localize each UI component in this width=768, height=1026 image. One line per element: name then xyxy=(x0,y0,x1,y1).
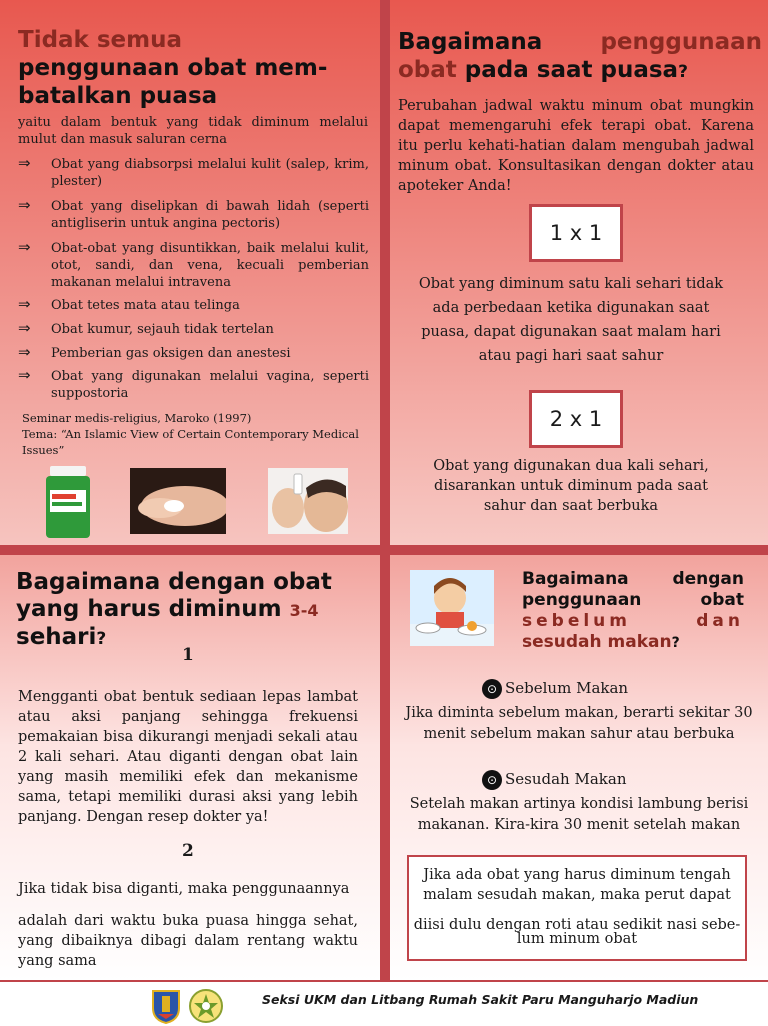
panel-title: Bagaimana dengan penggunaan obat sebelum dan sesudah makan? xyxy=(522,569,744,652)
footer-text: Seksi UKM dan Litbang Rumah Sakit Paru Manguharjo Madiun xyxy=(262,992,699,1007)
intro-text: Perubahan jadwal waktu minum obat mungkin dapat memengaruhi efek terapi obat. Karena itu perlu kehati-hatian dalam mengubah jadwal minum obat. Konsultasikan dengan dokter atau apoteker Anda! xyxy=(398,98,754,194)
ointment-tube-image xyxy=(44,466,92,540)
panel-title: Bagaimana dengan obat yang harus diminum 3-4 sehari? xyxy=(16,569,332,650)
arrow-right-icon: ⇒ xyxy=(18,343,31,361)
arrow-right-icon: ⇒ xyxy=(18,319,31,337)
step-number-1: 1 xyxy=(182,645,194,665)
arrow-right-icon: ⇒ xyxy=(18,154,31,172)
horizontal-divider xyxy=(0,545,768,555)
before-meal-text: Jika diminta sebelum makan, berarti sekitar 30 menit sebelum makan sahur atau berbuka xyxy=(405,705,753,742)
list-item: Obat yang digunakan melalui vagina, seperti suppostoria xyxy=(51,369,369,401)
list-item: Obat-obat yang disuntikkan, baik melalui kulit, otot, sandi, dan vena, kecuali pemberian makanan melalui intravena xyxy=(51,241,369,290)
panel-usage-during-fasting xyxy=(390,0,768,545)
list-item: Obat tetes mata atau telinga xyxy=(51,298,240,313)
arrow-right-icon: ⇒ xyxy=(18,366,31,384)
panel-before-after-meal xyxy=(390,555,768,980)
list-item: Obat yang diselipkan di bawah lidah (seperti antigliserin untuk angina pectoris) xyxy=(51,199,369,231)
source-citation: Seminar medis-religius, Maroko (1997) Tema: “An Islamic View of Certain Contemporary Medical Issues” xyxy=(22,411,359,457)
step-2-text-b: adalah dari waktu buka puasa hingga sehat, yang dibaiknya dibagi dalam rentang waktu yang sama xyxy=(18,913,358,969)
footer xyxy=(0,980,768,1026)
eye-drops-image xyxy=(268,468,348,534)
dose-twice-daily-box: 2 x 1 xyxy=(529,390,623,448)
step-2-text-a: Jika tidak bisa diganti, maka penggunaannya xyxy=(18,881,350,897)
once-daily-text: Obat yang diminum satu kali sehari tidak ada perbedaan ketika digunakan saat puasa, dapat digunakan saat malam hari atau pagi hari saat sahur xyxy=(418,276,724,364)
list-item: Pemberian gas oksigen dan anestesi xyxy=(51,346,291,361)
list-item: Obat kumur, sejauh tidak tertelan xyxy=(51,322,274,337)
panel-title: Bagaimana penggunaan obat pada saat puasa? xyxy=(398,29,762,83)
twice-daily-text: Obat yang digunakan dua kali sehari, disarankan untuk diminum pada saat sahur dan saat berbuka xyxy=(433,458,709,514)
intro-text: yaitu dalam bentuk yang tidak diminum melalui mulut dan masuk saluran cerna xyxy=(18,115,368,147)
plate-cutlery-icon: ⊙ xyxy=(482,679,502,699)
before-meal-heading: ⊙ Sebelum Makan xyxy=(482,679,628,699)
province-emblem-logo xyxy=(150,988,182,1024)
child-eating-image xyxy=(410,570,494,646)
cream-on-finger-image xyxy=(130,468,226,534)
after-meal-heading: ⊙ Sesudah Makan xyxy=(482,770,626,790)
arrow-right-icon: ⇒ xyxy=(18,295,31,313)
arrow-right-icon: ⇒ xyxy=(18,238,31,256)
after-meal-text: Setelah makan artinya kondisi lambung berisi makanan. Kira-kira 30 menit setelah makan xyxy=(409,796,749,833)
step-number-2: 2 xyxy=(182,841,194,861)
health-department-logo xyxy=(188,988,224,1024)
step-1-text: Mengganti obat bentuk sediaan lepas lambat atau aksi panjang sehingga frekuensi pemakaian bisa dikurangi menjadi sekali atau 2 kali sehari. Atau diganti dengan obat lain yang masih memiliki efek dan mekanisme sama, tetapi memiliki durasi aksi yang lebih panjang. Dengan resep dokter ya! xyxy=(18,689,358,825)
dose-once-daily-box: 1 x 1 xyxy=(529,204,623,262)
panel-non-invalidating-medicines xyxy=(0,0,380,545)
list-item: Obat yang diabsorpsi melalui kulit (salep, krim, plester) xyxy=(51,157,369,189)
arrow-right-icon: ⇒ xyxy=(18,196,31,214)
plate-cutlery-icon: ⊙ xyxy=(482,770,502,790)
midnight-dose-note: Jika ada obat yang harus diminum tengah malam sesudah makan, maka perut dapat diisi dulu dengan roti atau sedikit nasi sebe- lum minum obat xyxy=(407,855,747,961)
panel-title: Tidak semua penggunaan obat mem- batalkan puasa xyxy=(18,27,328,109)
vertical-divider xyxy=(380,0,390,980)
panel-three-four-times-daily xyxy=(0,555,380,980)
